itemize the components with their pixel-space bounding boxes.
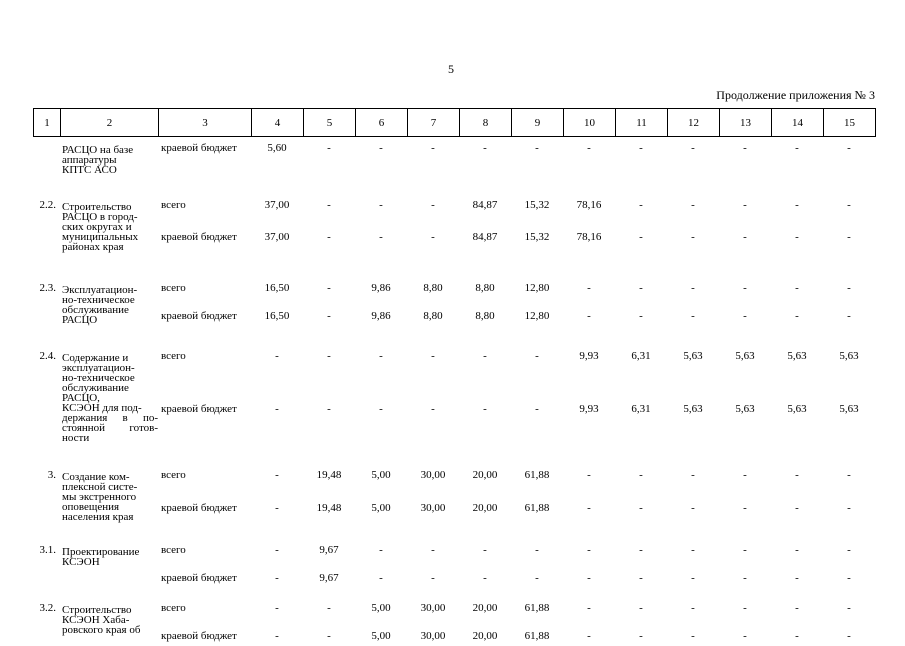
funding-source: краевой бюджет <box>161 572 237 584</box>
value-cell: - <box>847 469 851 481</box>
value-cell: 37,00 <box>264 199 290 211</box>
header-cell: 2 <box>61 109 159 137</box>
value-cell: 78,16 <box>576 199 602 211</box>
value-cell: - <box>639 572 643 584</box>
value-cell: 9,86 <box>371 310 391 322</box>
header-cell: 1 <box>34 109 61 137</box>
value-cell: - <box>379 231 383 244</box>
value-cell: - <box>795 602 799 614</box>
value-cell: - <box>743 199 747 211</box>
table-row <box>33 534 875 560</box>
table-row <box>33 219 875 252</box>
value-cell: - <box>587 572 591 584</box>
value-cell: 5,60 <box>267 142 287 154</box>
table-row <box>33 455 875 490</box>
value-cell: 37,00 <box>264 231 290 244</box>
value-cell: - <box>327 310 331 322</box>
value-cell: - <box>691 602 695 614</box>
header-table <box>33 108 876 137</box>
value-cell: 19,48 <box>316 501 342 514</box>
row-name-line: РАСЦО в город- <box>62 211 138 223</box>
value-cell: - <box>847 310 851 322</box>
header-cell: 8 <box>460 109 512 137</box>
row-name-line: но-техническое <box>62 372 135 384</box>
value-cell: - <box>587 142 591 154</box>
spacer-cell <box>33 443 875 455</box>
value-cell: 8,80 <box>423 282 443 294</box>
row-spacer <box>33 175 875 189</box>
value-cell: 61,88 <box>524 602 550 614</box>
value-cell: - <box>743 282 747 294</box>
value-cell: 9,86 <box>371 282 391 294</box>
row-name-line: Создание ком- <box>62 471 130 483</box>
value-cell: 20,00 <box>472 630 498 642</box>
row-name-line: Строительство <box>62 201 132 213</box>
table-row <box>33 268 875 298</box>
value-cell: - <box>691 310 695 322</box>
row-name-line: Проектирование <box>62 546 140 558</box>
row-name <box>60 189 158 252</box>
value-cell: 9,93 <box>579 350 599 362</box>
header-cell: 3 <box>159 109 252 137</box>
row-name-line: КСЭОН <box>62 556 100 568</box>
value-cell: - <box>847 231 851 244</box>
value-cell: 8,80 <box>475 310 495 322</box>
funding-source: краевой бюджет <box>161 231 237 244</box>
value-cell: - <box>795 501 799 514</box>
value-cell: - <box>379 142 383 154</box>
value-cell: - <box>327 142 331 154</box>
table-row <box>33 136 875 175</box>
value-cell: - <box>275 544 279 556</box>
row-name-line: населения края <box>62 511 134 523</box>
value-cell: - <box>691 544 695 556</box>
value-cell: - <box>847 572 851 584</box>
value-cell: - <box>379 350 383 362</box>
value-cell: 30,00 <box>420 501 446 514</box>
row-spacer <box>33 522 875 534</box>
value-cell: - <box>847 282 851 294</box>
value-cell: - <box>587 310 591 322</box>
value-cell: - <box>587 630 591 642</box>
value-cell: 5,63 <box>787 350 807 362</box>
value-cell: - <box>691 231 695 244</box>
row-name <box>60 534 158 588</box>
row-name-line: РАСЦО, <box>62 392 100 404</box>
row-name-line: обслуживание <box>62 382 129 394</box>
header-row <box>34 109 876 137</box>
value-cell: - <box>483 350 487 362</box>
row-name-line: но-техническое <box>62 294 135 306</box>
value-cell: 5,00 <box>371 630 391 642</box>
value-cell: 61,88 <box>524 630 550 642</box>
value-cell: - <box>535 142 539 154</box>
header-cell: 7 <box>408 109 460 137</box>
row-name-line: эксплуатацион- <box>62 362 135 374</box>
value-cell: 5,00 <box>371 501 391 514</box>
value-cell: - <box>795 282 799 294</box>
value-cell: - <box>691 572 695 584</box>
value-cell: - <box>535 403 539 416</box>
value-cell: 20,00 <box>472 602 498 614</box>
value-cell: - <box>275 501 279 514</box>
value-cell: - <box>743 630 747 642</box>
value-cell: - <box>639 231 643 244</box>
value-cell: 15,32 <box>524 199 550 211</box>
row-name <box>60 136 158 175</box>
funding-source: всего <box>161 469 186 481</box>
value-cell: - <box>327 199 331 211</box>
value-cell: - <box>483 142 487 154</box>
value-cell: - <box>691 142 695 154</box>
value-cell: - <box>743 231 747 244</box>
value-cell: - <box>379 403 383 416</box>
value-cell: 6,31 <box>631 403 651 416</box>
row-number: 2.2. <box>39 199 56 211</box>
row-number <box>33 136 60 175</box>
row-name-line: РАСЦО на базе <box>62 144 134 156</box>
row-name <box>60 336 158 443</box>
value-cell: - <box>795 544 799 556</box>
value-cell: - <box>483 572 487 584</box>
table-row <box>33 189 875 219</box>
value-cell: 78,16 <box>576 231 602 244</box>
table-row <box>33 560 875 588</box>
value-cell: 8,80 <box>475 282 495 294</box>
spacer-cell <box>33 252 875 268</box>
table-row <box>33 618 875 646</box>
row-name-line: ности <box>62 432 90 444</box>
value-cell: - <box>795 199 799 211</box>
value-cell: - <box>483 544 487 556</box>
table-row <box>33 592 875 618</box>
funding-source: всего <box>161 199 186 211</box>
value-cell: 5,63 <box>683 350 703 362</box>
value-cell: - <box>639 544 643 556</box>
row-name-line: КСЭОН Хаба- <box>62 614 130 626</box>
value-cell: - <box>327 630 331 642</box>
value-cell: - <box>743 602 747 614</box>
value-cell: - <box>431 572 435 584</box>
value-cell: - <box>587 501 591 514</box>
value-cell: - <box>379 199 383 211</box>
value-cell: 5,63 <box>735 350 755 362</box>
value-cell: - <box>535 544 539 556</box>
value-cell: - <box>431 350 435 362</box>
row-name-line: районах края <box>62 241 124 253</box>
row-name-line: стоянной готов- <box>62 422 158 434</box>
funding-source: всего <box>161 282 186 294</box>
value-cell: 84,87 <box>472 199 498 211</box>
row-name-line: муниципальных <box>62 231 139 243</box>
value-cell: - <box>639 501 643 514</box>
value-cell: 5,00 <box>371 602 391 614</box>
value-cell: - <box>639 199 643 211</box>
row-number: 3. <box>47 469 56 481</box>
value-cell: - <box>639 282 643 294</box>
value-cell: - <box>639 630 643 642</box>
header-cell: 15 <box>824 109 876 137</box>
funding-source: краевой бюджет <box>161 310 237 322</box>
value-cell: - <box>691 501 695 514</box>
value-cell: - <box>795 630 799 642</box>
table-row <box>33 336 875 391</box>
value-cell: - <box>379 572 383 584</box>
value-cell: - <box>275 403 279 416</box>
value-cell: - <box>275 350 279 362</box>
header-cell: 4 <box>252 109 304 137</box>
value-cell: 19,48 <box>316 469 342 481</box>
header-cell: 12 <box>668 109 720 137</box>
value-cell: - <box>327 403 331 416</box>
table-row <box>33 298 875 326</box>
value-cell: 12,80 <box>524 282 550 294</box>
value-cell: - <box>743 572 747 584</box>
value-cell: - <box>327 231 331 244</box>
value-cell: 6,31 <box>631 350 651 362</box>
row-name-line: ских округах и <box>62 221 132 233</box>
row-number: 3.1. <box>39 544 56 556</box>
value-cell: - <box>327 282 331 294</box>
spacer-cell <box>33 522 875 534</box>
value-cell: - <box>327 602 331 614</box>
funding-source: краевой бюджет <box>161 501 237 514</box>
header-cell: 9 <box>512 109 564 137</box>
value-cell: - <box>639 469 643 481</box>
value-cell: - <box>847 602 851 614</box>
row-name-line: ровского края об <box>62 624 141 636</box>
value-cell: - <box>691 630 695 642</box>
value-cell: - <box>847 501 851 514</box>
funding-source: всего <box>161 544 186 556</box>
value-cell: - <box>639 310 643 322</box>
value-cell: 9,93 <box>579 403 599 416</box>
spacer-cell <box>33 175 875 189</box>
value-cell: - <box>847 199 851 211</box>
data-table <box>33 136 875 646</box>
value-cell: - <box>327 350 331 362</box>
page-number: 5 <box>448 62 454 76</box>
value-cell: 61,88 <box>524 469 550 481</box>
value-cell: 15,32 <box>524 231 550 244</box>
value-cell: 5,63 <box>683 403 703 416</box>
row-name-line: обслуживание <box>62 304 129 316</box>
row-name-line: КПТС АСО <box>62 164 117 176</box>
continuation-caption: Продолжение приложения № 3 <box>716 88 875 102</box>
row-spacer <box>33 443 875 455</box>
funding-source: всего <box>161 602 186 614</box>
value-cell: 5,63 <box>839 350 859 362</box>
value-cell: - <box>535 572 539 584</box>
funding-source: краевой бюджет <box>161 403 237 416</box>
value-cell: 9,67 <box>319 572 339 584</box>
value-cell: - <box>587 282 591 294</box>
value-cell: - <box>743 469 747 481</box>
value-cell: - <box>691 199 695 211</box>
row-name-line: мы экстренного <box>62 491 137 503</box>
row-name-line: КСЭОН для под- <box>62 402 142 414</box>
header-cell: 6 <box>356 109 408 137</box>
value-cell: 20,00 <box>472 469 498 481</box>
value-cell: 5,63 <box>735 403 755 416</box>
value-cell: - <box>795 469 799 481</box>
value-cell: - <box>847 142 851 154</box>
table-row <box>33 391 875 443</box>
value-cell: 84,87 <box>472 231 498 244</box>
row-name-line: плексной систе- <box>62 481 138 493</box>
value-cell: 8,80 <box>423 310 443 322</box>
value-cell: - <box>275 469 279 481</box>
value-cell: - <box>743 501 747 514</box>
row-name-line: РАСЦО <box>62 314 98 326</box>
value-cell: - <box>275 602 279 614</box>
value-cell: - <box>639 602 643 614</box>
value-cell: - <box>691 469 695 481</box>
row-name <box>60 592 158 646</box>
value-cell: 20,00 <box>472 501 498 514</box>
value-cell: - <box>535 350 539 362</box>
value-cell: - <box>795 142 799 154</box>
funding-source: всего <box>161 350 186 362</box>
value-cell: 5,63 <box>839 403 859 416</box>
row-number: 2.4. <box>39 350 56 362</box>
row-name-line: оповещения <box>62 501 120 513</box>
value-cell: - <box>743 142 747 154</box>
value-cell: 30,00 <box>420 630 446 642</box>
row-number: 2.3. <box>39 282 56 294</box>
value-cell: - <box>743 544 747 556</box>
value-cell: - <box>431 142 435 154</box>
value-cell: - <box>847 544 851 556</box>
row-name <box>60 455 158 522</box>
row-name-line: Строительство <box>62 604 132 616</box>
value-cell: - <box>431 231 435 244</box>
row-spacer <box>33 252 875 268</box>
value-cell: - <box>743 310 747 322</box>
header-cell: 14 <box>772 109 824 137</box>
row-name-line: Содержание и <box>62 352 129 364</box>
value-cell: - <box>431 199 435 211</box>
value-cell: 16,50 <box>264 310 290 322</box>
value-cell: - <box>587 602 591 614</box>
value-cell: 30,00 <box>420 602 446 614</box>
value-cell: - <box>587 469 591 481</box>
value-cell: 9,67 <box>319 544 339 556</box>
value-cell: 5,00 <box>371 469 391 481</box>
header-cell: 10 <box>564 109 616 137</box>
header-cell: 5 <box>304 109 356 137</box>
row-number: 3.2. <box>39 602 56 614</box>
spacer-cell <box>33 326 875 336</box>
value-cell: 30,00 <box>420 469 446 481</box>
value-cell: 61,88 <box>524 501 550 514</box>
row-name <box>60 268 158 326</box>
value-cell: 12,80 <box>524 310 550 322</box>
value-cell: 5,63 <box>787 403 807 416</box>
header-cell: 13 <box>720 109 772 137</box>
value-cell: - <box>275 572 279 584</box>
row-spacer <box>33 326 875 336</box>
row-name-line: аппаратуры <box>62 154 117 166</box>
row-name-line: держания в по- <box>62 412 158 424</box>
value-cell: - <box>483 403 487 416</box>
value-cell: - <box>795 572 799 584</box>
header-cell: 11 <box>616 109 668 137</box>
value-cell: - <box>275 630 279 642</box>
table-row <box>33 490 875 522</box>
value-cell: - <box>847 630 851 642</box>
value-cell: - <box>639 142 643 154</box>
funding-source: краевой бюджет <box>161 630 237 642</box>
row-name-line: Эксплуатацион- <box>62 284 138 296</box>
value-cell: 16,50 <box>264 282 290 294</box>
value-cell: - <box>431 403 435 416</box>
value-cell: - <box>379 544 383 556</box>
value-cell: - <box>795 231 799 244</box>
value-cell: - <box>795 310 799 322</box>
value-cell: - <box>431 544 435 556</box>
value-cell: - <box>587 544 591 556</box>
funding-source: краевой бюджет <box>161 142 237 154</box>
value-cell: - <box>691 282 695 294</box>
